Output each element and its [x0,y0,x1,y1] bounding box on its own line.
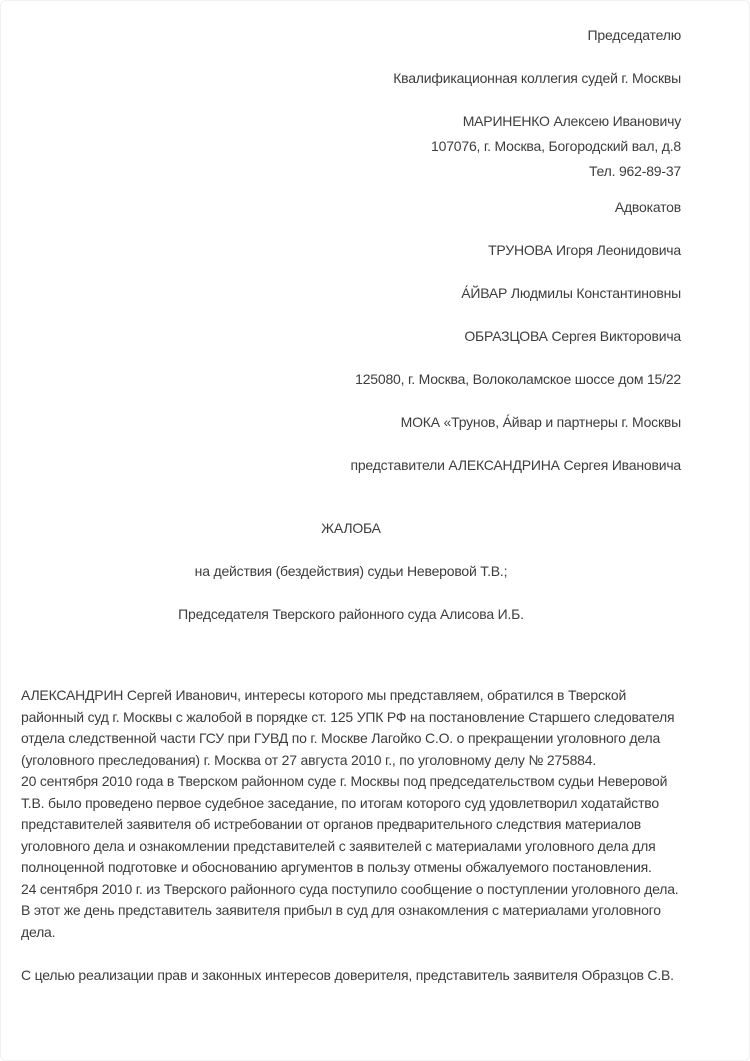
recipient-line-addressee: Председателю [587,27,681,43]
sender-line-aivar: А́ЙВАР Людмилы Константиновны [461,285,681,301]
recipient-line-phone: Тел. 962-89-37 [588,163,681,179]
title-block [21,516,681,627]
body-paragraph-3: 24 сентября 2010 г. из Тверского районного суда поступило сообщение о поступлении уголовного дела. В этот же день представитель заявителя прибыл в суд для ознакомления с материалами уголовного дела. [21,880,679,940]
document-title: ЖАЛОБА [321,520,381,536]
recipient-block [21,1,681,478]
body-paragraph-1: АЛЕКСАНДРИН Сергей Иванович, интересы которого мы представляем, обратился в Тверской районный суд г. Москвы с жалобой в порядке ст. 125 УПК РФ на постановление Старшего следователя отдела следственной части ГСУ при ГУВД по г. Москве Лагойко С.О. о прекращении уголовного дела (уголовного преследования) г. Москва от 27 августа 2010 г., по уголовному делу № 275884. [21,687,675,768]
body-paragraph-4: С целью реализации прав и законных интересов доверителя, представитель заявителя Образцов С.В. [21,966,674,983]
recipient-line-organization: Квалификационная коллегия судей г. Москвы [393,70,681,86]
sender-line-advocates: Адвокатов [614,199,681,215]
title-subject-1: на действия (бездействия) судьи Неверовой Т.В.; [194,563,508,579]
sender-line-address: 125080, г. Москва, Волоколамское шоссе дом 15/22 [355,371,681,387]
recipient-line-chairman-name: МАРИНЕНКО Алексею Ивановичу [462,113,681,129]
title-subject-2: Председателя Тверского районного суда Алисова И.Б. [178,606,524,622]
body-text [21,685,681,986]
sender-line-representatives: представители АЛЕКСАНДРИНА Сергея Ивановича [350,457,681,473]
sender-line-obraztsov: ОБРАЗЦОВА Сергея Викторовича [464,328,681,344]
sender-line-firm: МОКА «Трунов, А́йвар и партнеры г. Москвы [400,414,681,430]
document-content [21,1,681,986]
sender-line-trunov: ТРУНОВА Игоря Леонидовича [488,242,681,258]
body-paragraph-2: 20 сентября 2010 года в Тверском районном суде г. Москвы под председательством судьи Неверовой Т.В. было проведено первое судебное заседание, по итогам которого суд удовлетворил ходатайство представителей заявителя об истребовании от органов предварительного следствия материалов уголовного дела и ознакомлении представителей с заявителей с материалами уголовного дела для полноценной подготовке и обоснованию аргументов в пользу отмены обжалуемого постановления. [21,773,668,875]
recipient-line-address: 107076, г. Москва, Богородский вал, д.8 [431,138,681,154]
